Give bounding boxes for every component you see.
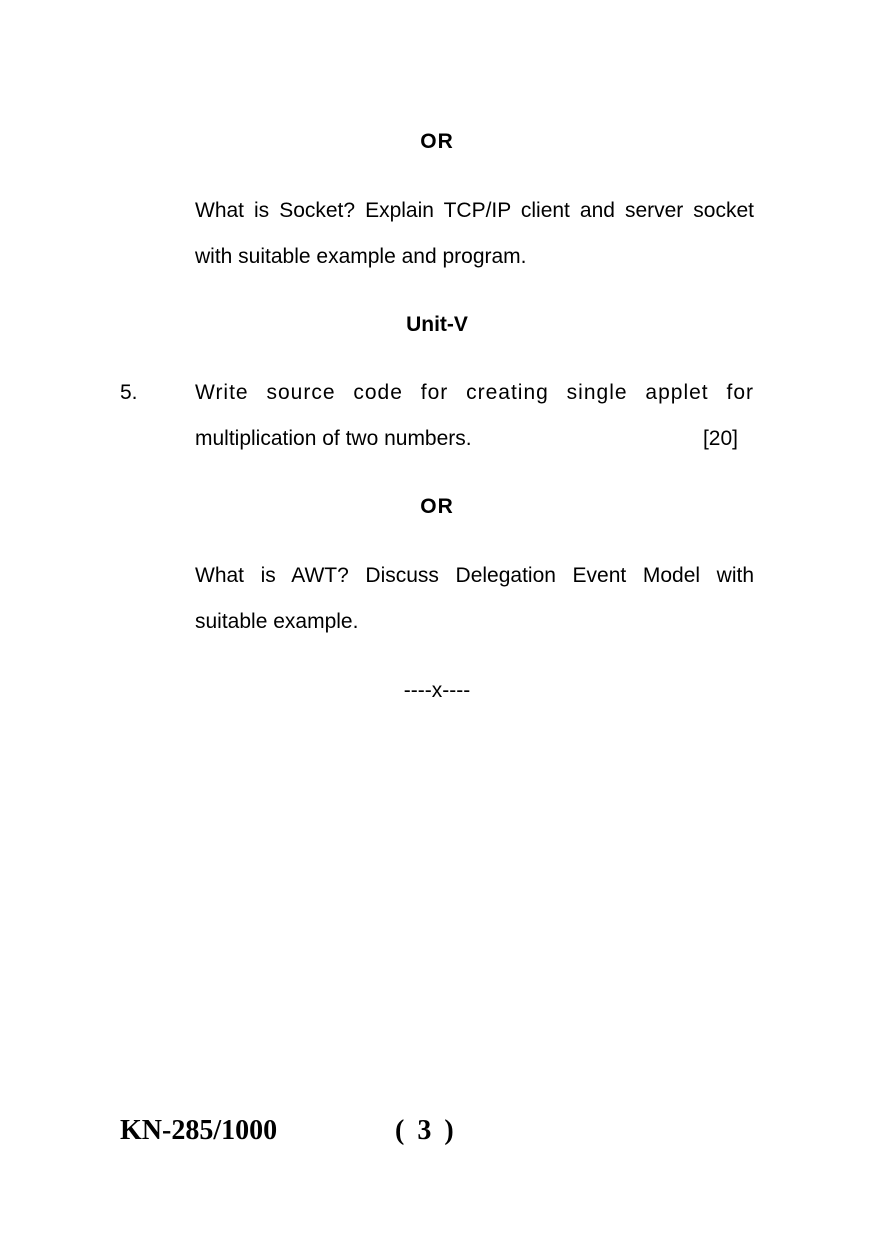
question-5-alt-line-1: What is AWT? Discuss Delegation Event Model with [195, 564, 754, 587]
question-4-alt-line-1: What is Socket? Explain TCP/IP client and server socket [195, 199, 754, 222]
question-number: 5. [120, 381, 138, 404]
or-separator-1: OR [420, 130, 454, 153]
question-5-marks: [20] [702, 427, 738, 450]
question-5 [195, 370, 754, 462]
unit-heading: Unit-V [406, 313, 468, 336]
question-5-line-2-row [195, 416, 754, 462]
page-number: ( 3 ) [395, 1115, 454, 1146]
question-5-alt-line-2: suitable example. [195, 610, 359, 633]
question-4-alternative [195, 188, 754, 280]
question-5-line-2: multiplication of two numbers. [195, 427, 472, 450]
paper-code: KN-285/1000 [120, 1115, 278, 1146]
end-of-paper-marker: ----x---- [403, 679, 471, 702]
question-5-alternative [195, 553, 754, 645]
question-5-line-1: Write source code for creating single applet for [195, 381, 754, 404]
question-4-alt-line-2: with suitable example and program. [195, 245, 527, 268]
or-separator-2: OR [420, 495, 454, 518]
